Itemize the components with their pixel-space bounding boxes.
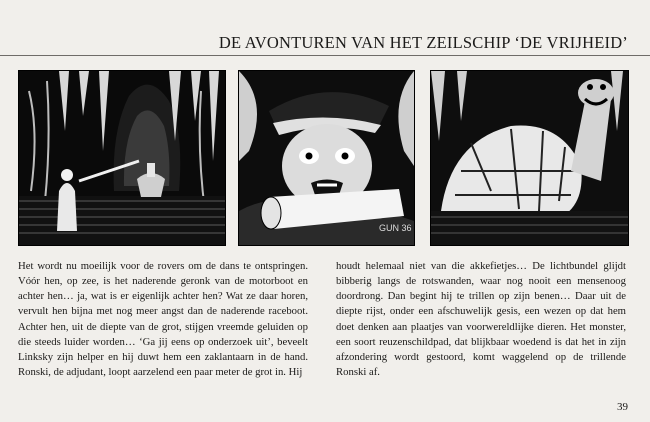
comic-panel-giant-turtle — [430, 70, 629, 246]
body-text-right-column: houdt helemaal niet van die akkefietjes… De lichtbundel glijdt bibberig langs de rotswanden, waar nog nooit een mensenoog doordrong. Dan begint hij te trillen op zijn benen… Daar uit de diepte rijst, onder een afschuwelijk gesis, een wezen op dat hem doet denken aan plaatjes van voorwereldlijke dieren. Het monster, een soort reuzenschildpad, dat blijkbaar woedend is dat het in zijn afzondering wordt gestoord, komt waggelend op de trillende Ronski af. — [336, 260, 626, 379]
running-header: DE AVONTUREN VAN HET ZEILSCHIP ‘DE VRIJHEID’ — [218, 33, 628, 52]
man-flashlight-illustration — [239, 71, 414, 245]
page-number: 39 — [617, 401, 628, 413]
body-text-left-column: Het wordt nu moeilijk voor de rovers om de dans te ontspringen. Vóór hen, op zee, is het naderende geronk van de motorboot en achter hen… ja, wat is er eigenlijk achter hen? Wat ze daar horen, vervult hen bijna met nog meer angst dan de naderende raceboot. Achter hen, uit de diepte van de grot, stijgen vreemde geluiden op die steeds luider worden… ‘Ga jij eens op onderzoek uit’, beveelt Linksky zijn helper en hij duwt hem een zaklantaarn in de hand. Ronski, de adjudant, loopt aarzelend een paar meter de grot in. Hij — [18, 260, 308, 379]
header-rule — [0, 55, 650, 56]
cave-boat-illustration — [19, 71, 225, 245]
giant-turtle-illustration — [431, 71, 628, 245]
comic-panel-man-flashlight — [238, 70, 415, 246]
comic-panel-cave-boat — [18, 70, 226, 246]
artist-signature: GUN 36 — [379, 223, 412, 233]
